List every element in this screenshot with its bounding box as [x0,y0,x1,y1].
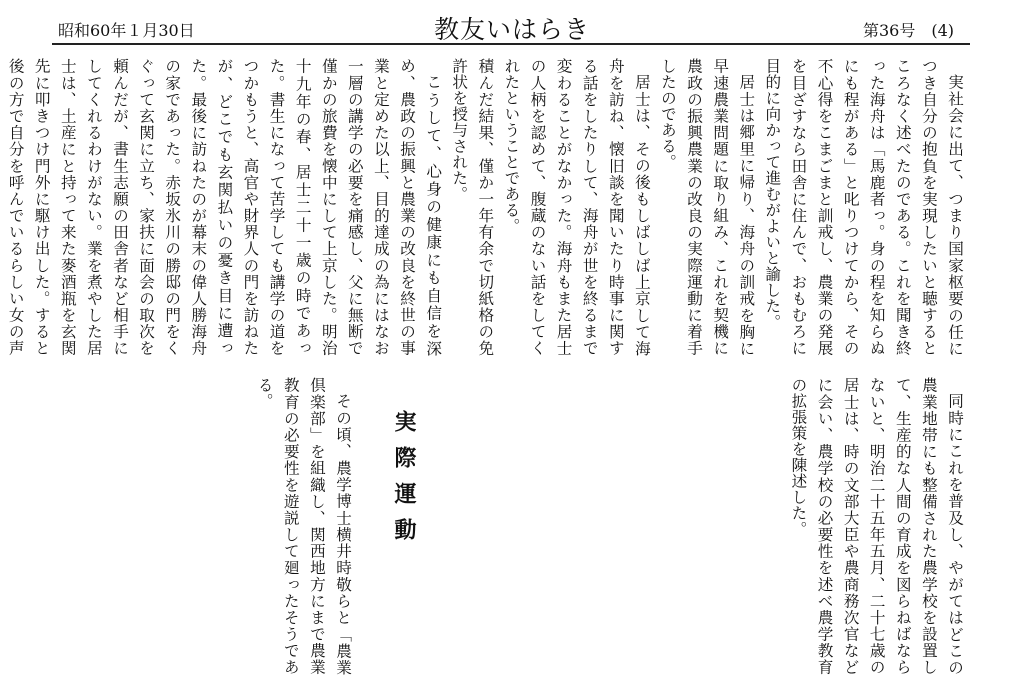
issue-number: 第36号 (4) [862,21,954,40]
paragraph: こうして、心身の健康にも自信を深め、農政の振興と農業の改良を終世の事業と定めた以上、目的達成の為にはなお一層の講学の必要を痛感し、父に無断で僅かの旅費を懐中にして上京した。明治十九年の春、居士二十一歳の時であった。書生になって苦学しても講学の道をつかもうと、高官や財界人の門を訪ねたが、どこでも玄関払いの憂き目に遭った。最後に訪ねたのが幕末の偉人勝海舟の家であった。赤坂氷川の勝邸の門をくぐって玄関に立ち、家扶に面会の取次を頼んだが、書生志願の田舎者など相手にしてくれるわけがない。業を煮やした居士は、土産にと持って来た麥酒瓶を玄関先に叩きつけ門外に駆け出した。すると後の方で自分を呼んでいるらしい女の声 [6,58,443,356]
paragraph: 実社会に出て、つまり国家枢要の任につき自分の抱負を実現したいと聴するところなく述べたのである。これを聞き終った海舟は「馬鹿者っ。身の程を知らぬにも程がある」と叱りつけてから、その不心得をこまごまと訓戒し、農業の発展を目ざすなら田舎に住んで、おもむろに目的に向かって進むがよいと諭した。 [763,58,964,356]
paragraph: 居士は郷里に帰り、海舟の訓戒を胸に早速農業問題に取り組み、これを契機に農政の振興農業の改良の実際運動に着手したのである。 [658,58,756,356]
page-header [0,10,1024,44]
paragraph: 同時にこれを普及し、やがてはどこの農業地帯にも整備された農学校を設置して、生産的な人間の育成を図らねばならないと、明治二十五年五月、二十七歳の居士は、時の文部大臣や農商務次官などに会い、農学校の必要性を述べ農学教育の拡張策を陳述した。 [789,377,964,675]
newsletter-title: 教友いはらき [433,15,590,44]
lower-left-text-block [64,377,356,675]
header-divider [52,43,970,45]
paragraph: 積んだ結果、僅か一年有余で切紙格の免許状を授与された。 [450,58,495,356]
upper-text-block [6,58,968,356]
section-heading: 実際運動 [391,410,416,554]
issue-date: 昭和60年１月30日 [58,21,195,40]
lower-right-text-block [638,377,968,675]
paragraph: 居士は、その後もしばしば上京して海舟を訪ね、懐旧談を聞いたり時事に関する話をしたりして、海舟が世を終るまで変わることがなかった。海舟もまた居士の人柄を認めて、腹蔵のない話をしてくれたということである。 [502,58,651,356]
paragraph: その頃、農学博士横井時敬らと「農業倶楽部」を組織し、関西地方にまで農業教育の必要性を遊説して廻ったそうである。 [255,377,352,675]
